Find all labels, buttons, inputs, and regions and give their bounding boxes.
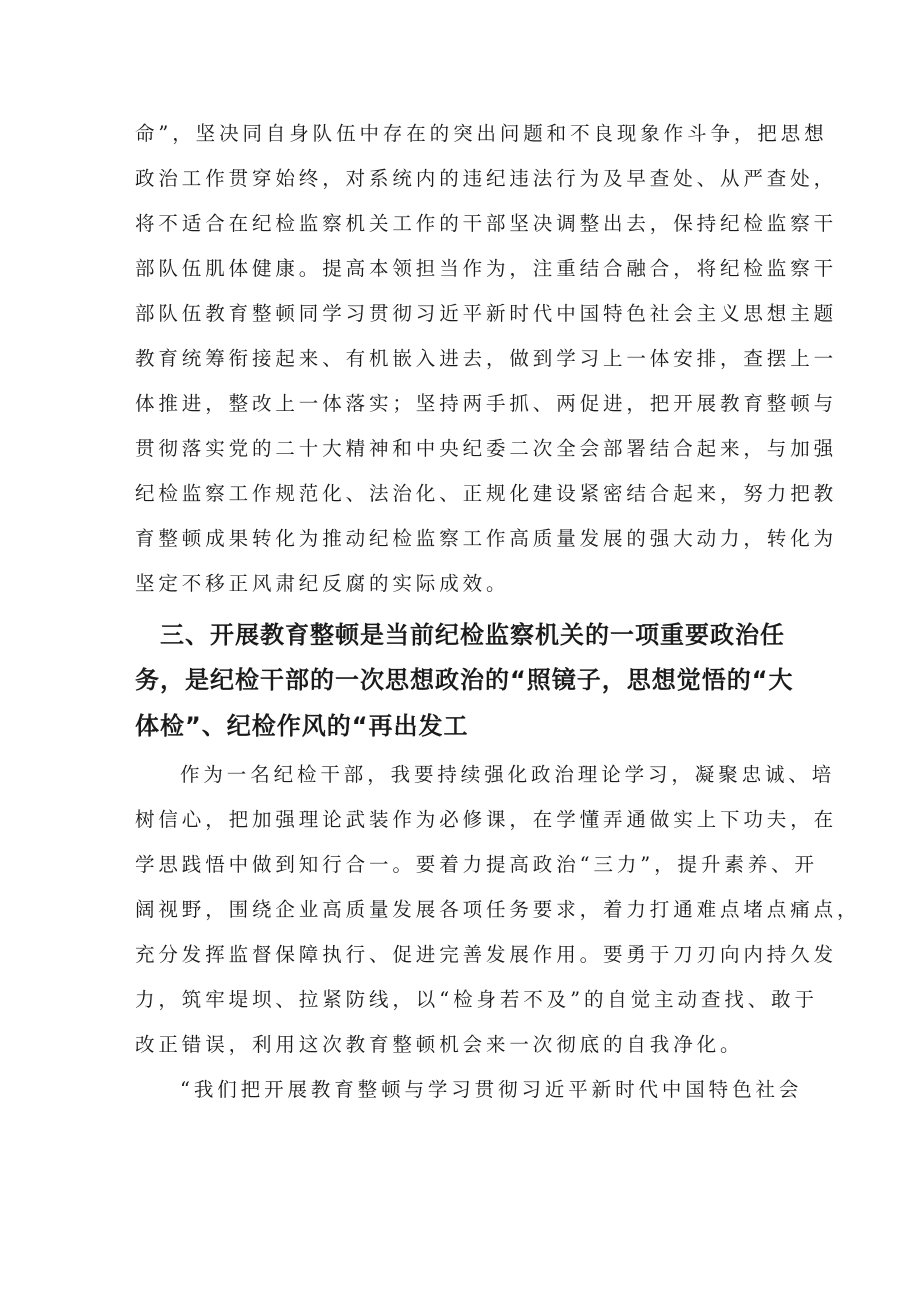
paragraph-line: 纪检监察工作规范化、法治化、正规化建设紧密结合起来，努力把教	[135, 482, 838, 505]
paragraph-line: 体推进，整改上一体落实；坚持两手抓、两促进，把开展教育整顿与	[135, 392, 838, 415]
paragraph-line: 教育统筹衔接起来、有机嵌入进去，做到学习上一体安排，查摆上一	[135, 347, 838, 370]
paragraph-line: 阔视野，围绕企业高质量发展各项任务要求，着力打通难点堵点痛点，	[135, 898, 861, 921]
paragraph-line: 部队伍肌体健康。提高本领担当作为，注重结合融合，将纪检监察干	[135, 257, 838, 280]
paragraph-line: 充分发挥监督保障执行、促进完善发展作用。要勇于刀刃向内持久发	[135, 943, 838, 966]
section-heading-line: 三、开展教育整顿是当前纪检监察机关的一项重要政治任	[160, 621, 785, 649]
paragraph-line: 贯彻落实党的二十大精神和中央纪委二次全会部署结合起来，与加强	[135, 437, 838, 460]
paragraph-line: 坚定不移正风肃纪反腐的实际成效。	[135, 572, 510, 595]
section-heading-line: 体检”、纪检作风的“再出发工	[135, 712, 469, 740]
paragraph-line: 学思践悟中做到知行合一。要着力提高政治“三力”，提升素养、开	[135, 853, 818, 876]
paragraph-line: 作为一名纪检干部，我要持续强化政治理论学习，凝聚忠诚、培	[180, 763, 836, 786]
paragraph-line: 育整顿成果转化为推动纪检监察工作高质量发展的强大动力，转化为	[135, 527, 838, 550]
paragraph-line: 改正错误，利用这次教育整顿机会来一次彻底的自我净化。	[135, 1033, 744, 1056]
paragraph-line: 政治工作贯穿始终，对系统内的违纪违法行为及早查处、从严查处，	[135, 167, 838, 190]
paragraph-line: 树信心，把加强理论武装作为必修课，在学懂弄通做实上下功夫，在	[135, 808, 838, 831]
paragraph-line: “我们把开展教育整顿与学习贯彻习近平新时代中国特色社会	[180, 1078, 803, 1101]
paragraph-line: 部队伍教育整顿同学习贯彻习近平新时代中国特色社会主义思想主题	[135, 302, 838, 325]
paragraph-line: 命”，坚决同自身队伍中存在的突出问题和不良现象作斗争，把思想	[135, 122, 828, 145]
paragraph-line: 力，筑牢堤坝、拉紧防线，以“检身若不及”的自觉主动查找、敢于	[135, 988, 818, 1011]
section-heading-line: 务，是纪检干部的一次思想政治的“照镜子，思想觉悟的“大	[135, 666, 794, 694]
paragraph-line: 将不适合在纪检监察机关工作的干部坚决调整出去，保持纪检监察干	[135, 212, 838, 235]
